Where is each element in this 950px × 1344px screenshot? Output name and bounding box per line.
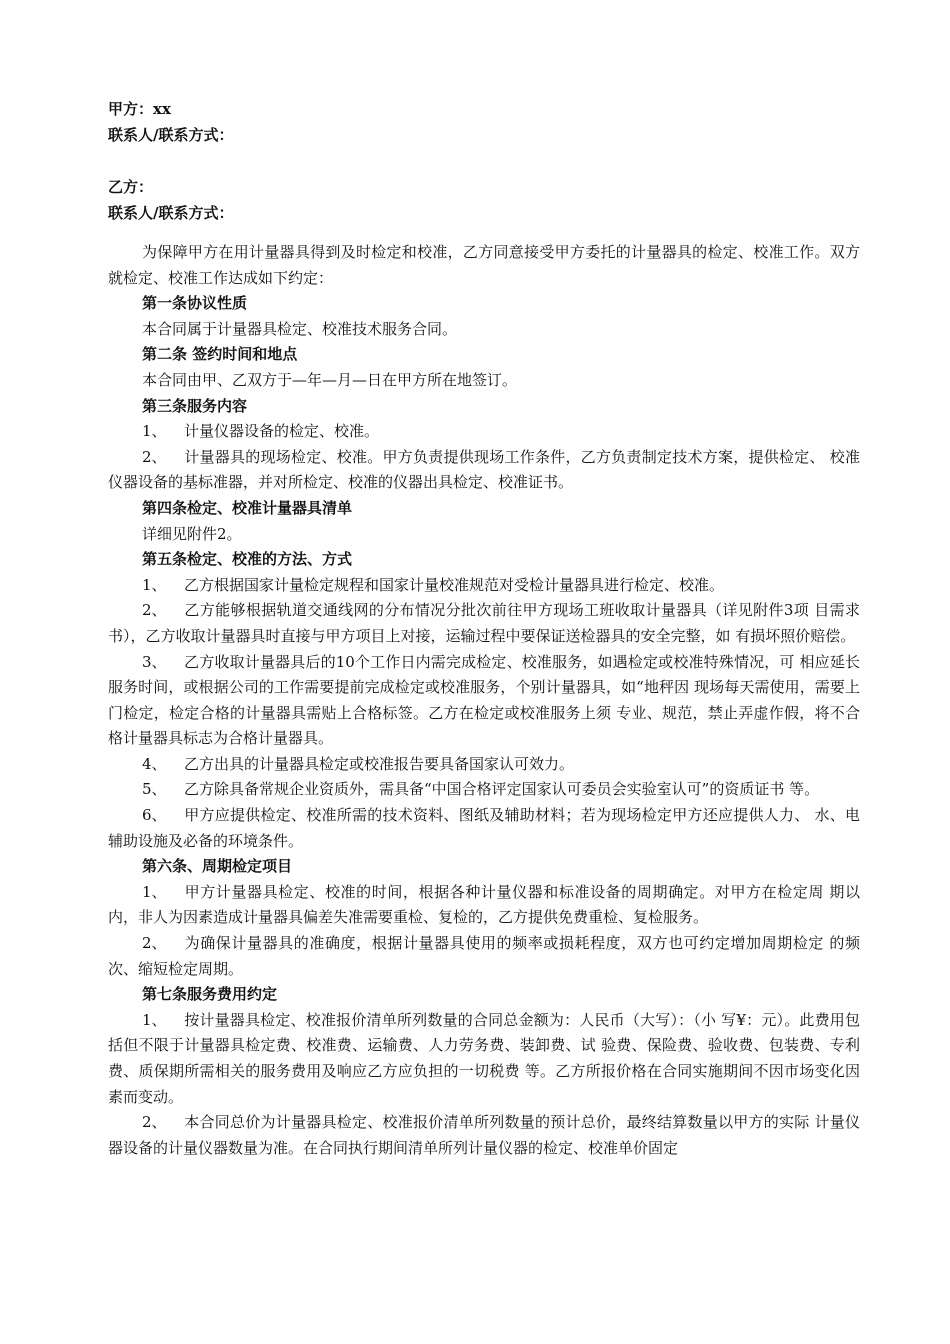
- item-number: 1、: [142, 1010, 167, 1029]
- article-4-text: 详细见附件2。: [142, 524, 242, 543]
- article-5-item-2: [108, 598, 860, 649]
- article-6-item-2: [108, 931, 860, 982]
- item-text: 按计量器具检定、校准报价清单所列数量的合同总金额为：人民币（大写）：（小 写¥：元）。此费用包括但不限于计量器具检定费、校准费、运输费、人力劳务费、装卸费、试 验费、保险费、验收费、包装费、专利费、质保期所需相关的服务费用及响应乙方应负担的一切税费 等。乙方所报价格在合同实施期间不因市场变化因素而变动。: [108, 1010, 860, 1106]
- article-3-item-1: [108, 419, 860, 445]
- item-text: 乙方出具的计量器具检定或校准报告要具备国家认可效力。: [184, 754, 575, 773]
- article-5-item-6: [108, 803, 860, 854]
- article-5-item-1: [108, 573, 860, 599]
- article-7-item-1: [108, 1008, 860, 1110]
- article-7-item-2: [108, 1110, 860, 1161]
- article-5-item-4: [108, 752, 860, 778]
- item-text: 为确保计量器具的准确度，根据计量器具使用的频率或损耗程度，双方也可约定增加周期检定 的频次、缩短检定周期。: [108, 934, 860, 978]
- item-text: 计量仪器设备的检定、校准。: [184, 422, 380, 441]
- party-b-label: 乙方：: [108, 178, 154, 196]
- item-text: 乙方根据国家计量检定规程和国家计量校准规范对受检计量器具进行检定、校准。: [184, 575, 725, 594]
- item-number: 2、: [142, 1113, 167, 1132]
- item-text: 乙方收取计量器具后的10个工作日内需完成检定、校准服务，如遇检定或校准特殊情况，可 相应延长服务时间，或根据公司的工作需要提前完成检定或校准服务，个别计量器具，如“地秤因 现场每天需使用，需要上门检定，检定合格的计量器具需贴上合格标签。乙方在检定或校准服务上须 专业、规范，禁止弄虚作假，将不合格计量器具标志为合格计量器具。: [108, 652, 860, 748]
- contract-page: [108, 96, 860, 1161]
- article-6-item-1: [108, 880, 860, 931]
- article-7-heading: 第七条服务费用约定: [142, 985, 278, 1004]
- item-number: 2、: [142, 447, 167, 466]
- article-3-heading: 第三条服务内容: [142, 396, 248, 415]
- article-5-item-3: [108, 650, 860, 752]
- item-text: 乙方除具备常规企业资质外，需具备“中国合格评定国家认可委员会实验室认可”的资质证书 等。: [184, 780, 820, 799]
- article-6-heading: 第六条、周期检定项目: [142, 857, 293, 876]
- article-1-text: 本合同属于计量器具检定、校准技术服务合同。: [142, 319, 458, 338]
- spacer: [108, 226, 860, 240]
- spacer: [108, 148, 860, 174]
- item-text: 计量器具的现场检定、校准。甲方负责提供现场工作条件，乙方负责制定技术方案，提供检定、 校准仪器设备的基标准器，并对所检定、校准的仪器出具检定、校准证书。: [108, 447, 860, 492]
- item-number: 5、: [142, 780, 167, 799]
- item-number: 1、: [142, 575, 167, 594]
- item-number: 6、: [142, 806, 167, 825]
- article-5-item-5: [108, 777, 860, 803]
- item-text: 甲方应提供检定、校准所需的技术资料、图纸及辅助材料；若为现场检定甲方还应提供人力、 水、电辅助设施及必备的环境条件。: [108, 806, 860, 850]
- article-4-heading: 第四条检定、校准计量器具清单: [142, 498, 353, 517]
- party-b-contact: 联系人/联系方式：: [108, 204, 234, 222]
- item-number: 3、: [142, 652, 167, 671]
- party-a-contact: 联系人/联系方式：: [108, 126, 234, 144]
- item-text: 乙方能够根据轨道交通线网的分布情况分批次前往甲方现场工班收取计量器具（详见附件3项 目需求书），乙方收取计量器具时直接与甲方项目上对接，运输过程中要保证送检器具的安全完整，如 有损坏照价赔偿。: [108, 601, 860, 645]
- article-3-item-2: [108, 445, 860, 496]
- item-text: 本合同总价为计量器具检定、校准报价清单所列数量的预计总价，最终结算数量以甲方的实际 计量仪器设备的计量仪器数量为准。在合同执行期间清单所列计量仪器的检定、校准单价固定: [108, 1113, 860, 1157]
- item-number: 1、: [142, 882, 167, 901]
- item-number: 1、: [142, 422, 167, 441]
- item-number: 2、: [142, 601, 167, 620]
- article-1-heading: 第一条协议性质: [142, 294, 248, 313]
- article-2-heading: 第二条 签约时间和地点: [142, 345, 298, 364]
- party-a-label: 甲方：xx: [108, 100, 171, 118]
- article-2-text: 本合同由甲、乙双方于—年—月—日在甲方所在地签订。: [142, 370, 518, 389]
- article-5-heading: 第五条检定、校准的方法、方式: [142, 550, 353, 569]
- item-number: 2、: [142, 934, 167, 953]
- item-text: 甲方计量器具检定、校准的时间，根据各种计量仪器和标准设备的周期确定。对甲方在检定周 期以内，非人为因素造成计量器具偏差失准需要重检、复检的，乙方提供免费重检、复检服务。: [108, 882, 860, 927]
- item-number: 4、: [142, 754, 167, 773]
- intro-paragraph: 为保障甲方在用计量器具得到及时检定和校准，乙方同意接受甲方委托的计量器具的检定、校准工作。双方就检定、校准工作达成如下约定：: [108, 243, 860, 287]
